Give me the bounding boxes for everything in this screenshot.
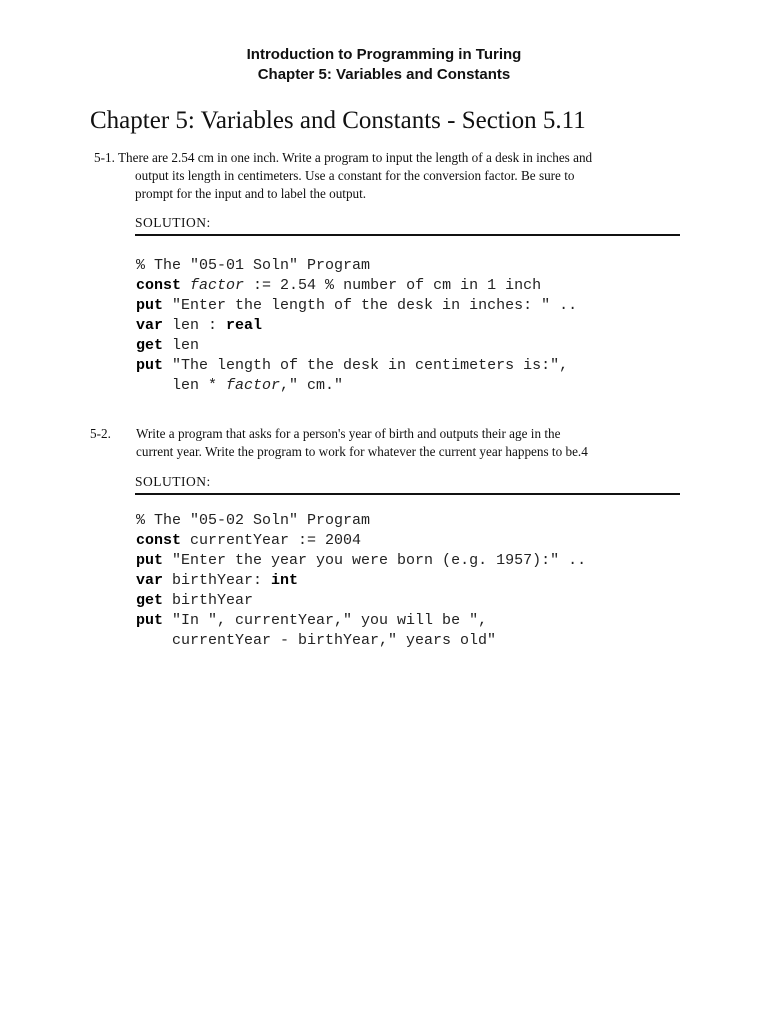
code-keyword: get bbox=[136, 592, 164, 609]
code-line bbox=[136, 591, 586, 611]
code-text: currentYear - birthYear," years old" bbox=[136, 632, 497, 649]
code-text: ," cm." bbox=[280, 377, 344, 394]
problem-text-line: current year. Write the program to work for whatever the current year happens to be.4 bbox=[136, 444, 588, 459]
document-header bbox=[0, 45, 768, 85]
code-text: "Enter the length of the desk in inches: " .. bbox=[163, 297, 578, 314]
solution-divider bbox=[135, 493, 680, 495]
code-keyword: var bbox=[136, 317, 164, 334]
code-line bbox=[136, 551, 586, 571]
code-keyword: const bbox=[136, 277, 182, 294]
code-keyword: const bbox=[136, 532, 182, 549]
code-identifier: factor bbox=[226, 377, 281, 394]
code-keyword: put bbox=[136, 552, 164, 569]
problem-text-line: Write a program that asks for a person's year of birth and outputs their age in the bbox=[136, 426, 561, 441]
code-block-5-2 bbox=[136, 511, 586, 651]
code-line bbox=[136, 316, 577, 336]
solution-divider bbox=[135, 234, 680, 236]
problem-5-1 bbox=[94, 149, 679, 203]
code-line bbox=[136, 571, 586, 591]
solution-label: SOLUTION: bbox=[135, 215, 211, 230]
code-line bbox=[136, 611, 586, 631]
code-line bbox=[136, 376, 577, 396]
code-text: currentYear := 2004 bbox=[181, 532, 362, 549]
code-identifier: factor bbox=[190, 277, 245, 294]
code-line bbox=[136, 256, 577, 276]
code-line bbox=[136, 296, 577, 316]
problem-number: 5-2. bbox=[90, 426, 111, 441]
code-text: "Enter the year you were born (e.g. 1957):" .. bbox=[163, 552, 587, 569]
code-line bbox=[136, 631, 586, 651]
problem-text-line: output its length in centimeters. Use a constant for the conversion factor. Be sure to bbox=[135, 168, 575, 183]
problem-text: There are 2.54 cm in one inch. Write a program to input the length of a desk in inches and bbox=[117, 150, 593, 165]
code-keyword: put bbox=[136, 612, 164, 629]
code-text: "The length of the desk in centimeters is:", bbox=[163, 357, 569, 374]
code-text: birthYear: bbox=[163, 572, 272, 589]
problem-text-line bbox=[94, 149, 679, 167]
book-title: Introduction to Programming in Turing bbox=[246, 46, 522, 63]
code-line bbox=[136, 531, 586, 551]
code-type: int bbox=[271, 572, 299, 589]
code-keyword: get bbox=[136, 337, 164, 354]
code-keyword: put bbox=[136, 297, 164, 314]
code-keyword: var bbox=[136, 572, 164, 589]
code-line bbox=[136, 336, 577, 356]
problem-5-2 bbox=[90, 425, 690, 461]
code-text: len * bbox=[136, 377, 227, 394]
code-text: birthYear bbox=[163, 592, 254, 609]
code-line bbox=[136, 276, 577, 296]
chapter-title: Chapter 5: Variables and Constants bbox=[257, 66, 511, 83]
problem-number: 5-1. bbox=[94, 150, 115, 165]
code-line bbox=[136, 511, 586, 531]
code-keyword: put bbox=[136, 357, 164, 374]
code-block-5-1 bbox=[136, 256, 577, 396]
code-comment: % The "05-01 Soln" Program bbox=[136, 257, 371, 274]
code-line bbox=[136, 356, 577, 376]
solution-label: SOLUTION: bbox=[135, 474, 211, 489]
problem-text-line: prompt for the input and to label the output. bbox=[135, 186, 367, 201]
section-title: Chapter 5: Variables and Constants - Section 5.11 bbox=[90, 107, 586, 134]
code-type: real bbox=[226, 317, 263, 334]
code-text: := 2.54 % number of cm in 1 inch bbox=[244, 277, 542, 294]
code-text bbox=[181, 277, 190, 294]
code-text: len bbox=[163, 337, 200, 354]
code-text: "In ", currentYear," you will be ", bbox=[163, 612, 488, 629]
code-comment: % The "05-02 Soln" Program bbox=[136, 512, 371, 529]
code-text: len : bbox=[163, 317, 227, 334]
